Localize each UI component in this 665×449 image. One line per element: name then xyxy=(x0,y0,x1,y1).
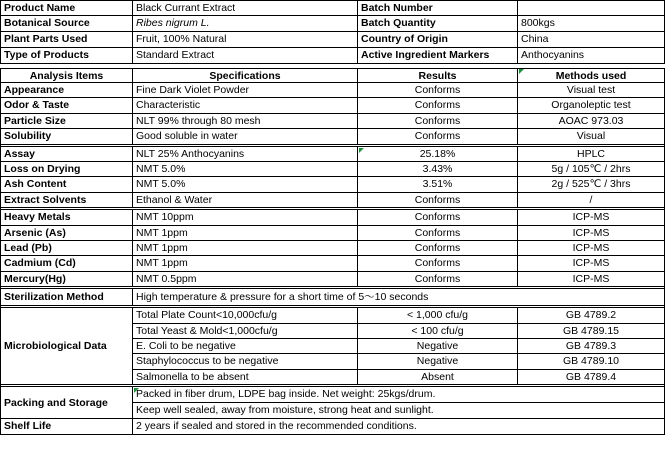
physical-row-method: Visual test xyxy=(518,83,665,98)
assay-row-spec: NMT 5.0% xyxy=(133,162,358,177)
metal-row-item: Heavy Metals xyxy=(0,210,133,225)
physical-row-spec: Fine Dark Violet Powder xyxy=(133,83,358,98)
metal-row-spec: NMT 10ppm xyxy=(133,210,358,225)
micro-method: GB 4789.4 xyxy=(518,370,665,385)
assay-row-item: Extract Solvents xyxy=(0,193,133,208)
micro-spec: Total Yeast & Mold<1,000cfu/g xyxy=(133,324,358,339)
physical-row-result: Conforms xyxy=(358,114,518,129)
micro-result: Absent xyxy=(358,370,518,385)
plant-parts-value: Fruit, 100% Natural xyxy=(133,32,358,48)
assay-row-method: 5g / 105℃ / 2hrs xyxy=(518,162,665,177)
botanical-source-right-value: 800kgs xyxy=(518,16,665,32)
metal-row-method: ICP-MS xyxy=(518,210,665,225)
micro-method: GB 4789.15 xyxy=(518,324,665,339)
micro-result: Negative xyxy=(358,354,518,369)
physical-row-item: Solubility xyxy=(0,129,133,144)
type-of-products-label: Type of Products xyxy=(0,48,133,64)
physical-row-spec: Characteristic xyxy=(133,98,358,113)
packing-line1: Packed in fiber drum, LDPE bag inside. Net weight: 25kgs/drum. xyxy=(133,387,665,403)
botanical-source-label: Botanical Source xyxy=(0,16,133,32)
metal-row-method: ICP-MS xyxy=(518,272,665,287)
comment-marker xyxy=(359,148,364,153)
micro-method: GB 4789.3 xyxy=(518,339,665,354)
micro-method: GB 4789.10 xyxy=(518,354,665,369)
assay-row-spec: NLT 25% Anthocyanins xyxy=(133,147,358,162)
header-items: Analysis Items xyxy=(0,68,133,83)
metal-row-item: Lead (Pb) xyxy=(0,241,133,256)
micro-result: < 1,000 cfu/g xyxy=(358,308,518,323)
type-of-products-right-label: Active Ingredient Markers xyxy=(358,48,518,64)
type-of-products-right-value: Anthocyanins xyxy=(518,48,665,64)
metal-row-method: ICP-MS xyxy=(518,241,665,256)
metal-row-method: ICP-MS xyxy=(518,226,665,241)
metal-row-result: Conforms xyxy=(358,210,518,225)
comment-marker xyxy=(134,388,139,393)
packing-label: Packing and Storage xyxy=(0,387,133,419)
assay-row-result: Conforms xyxy=(358,193,518,208)
product-name-right-label: Batch Number xyxy=(358,0,518,16)
assay-row-item: Loss on Drying xyxy=(0,162,133,177)
metal-row-spec: NMT 1ppm xyxy=(133,256,358,271)
product-name-label: Product Name xyxy=(0,0,133,16)
assay-row-result: 25.18% xyxy=(358,147,518,162)
header-methods: Methods used xyxy=(518,68,665,83)
assay-row-spec: Ethanol & Water xyxy=(133,193,358,208)
physical-row-item: Odor & Taste xyxy=(0,98,133,113)
metal-row-spec: NMT 1ppm xyxy=(133,241,358,256)
sterilization-value: High temperature & pressure for a short time of 5～10 seconds xyxy=(133,289,665,306)
micro-spec: Salmonella to be absent xyxy=(133,370,358,385)
packing-line2: Keep well sealed, away from moisture, strong heat and sunlight. xyxy=(133,403,665,419)
assay-row-spec: NMT 5.0% xyxy=(133,177,358,192)
physical-row-result: Conforms xyxy=(358,129,518,144)
physical-row-spec: Good soluble in water xyxy=(133,129,358,144)
metal-row-result: Conforms xyxy=(358,272,518,287)
physical-row-item: Particle Size xyxy=(0,114,133,129)
botanical-source-value: Ribes nigrum L. xyxy=(133,16,358,32)
micro-result: < 100 cfu/g xyxy=(358,324,518,339)
physical-row-method: Visual xyxy=(518,129,665,144)
micro-spec: E. Coli to be negative xyxy=(133,339,358,354)
metal-row-item: Cadmium (Cd) xyxy=(0,256,133,271)
micro-spec: Staphylococcus to be negative xyxy=(133,354,358,369)
metal-row-item: Mercury(Hg) xyxy=(0,272,133,287)
micro-spec: Total Plate Count<10,000cfu/g xyxy=(133,308,358,323)
assay-row-result: 3.43% xyxy=(358,162,518,177)
physical-row-method: Organoleptic test xyxy=(518,98,665,113)
type-of-products-value: Standard Extract xyxy=(133,48,358,64)
metal-row-result: Conforms xyxy=(358,256,518,271)
header-results: Results xyxy=(358,68,518,83)
assay-row-method: 2g / 525℃ / 3hrs xyxy=(518,177,665,192)
metal-row-result: Conforms xyxy=(358,226,518,241)
metal-row-spec: NMT 0.5ppm xyxy=(133,272,358,287)
physical-row-method: AOAC 973.03 xyxy=(518,114,665,129)
assay-row-method: HPLC xyxy=(518,147,665,162)
shelf-life-label: Shelf Life xyxy=(0,419,133,435)
header-specifications: Specifications xyxy=(133,68,358,83)
plant-parts-right-label: Country of Origin xyxy=(358,32,518,48)
product-name-value: Black Currant Extract xyxy=(133,0,358,16)
comment-marker xyxy=(519,69,524,74)
plant-parts-label: Plant Parts Used xyxy=(0,32,133,48)
assay-row-result: 3.51% xyxy=(358,177,518,192)
micro-label: Microbiological Data xyxy=(0,308,133,385)
metal-row-result: Conforms xyxy=(358,241,518,256)
physical-row-result: Conforms xyxy=(358,98,518,113)
assay-row-method: / xyxy=(518,193,665,208)
metal-row-item: Arsenic (As) xyxy=(0,226,133,241)
micro-result: Negative xyxy=(358,339,518,354)
product-name-right-value xyxy=(518,0,665,16)
physical-row-item: Appearance xyxy=(0,83,133,98)
assay-row-item: Ash Content xyxy=(0,177,133,192)
metal-row-method: ICP-MS xyxy=(518,256,665,271)
sterilization-label: Sterilization Method xyxy=(0,289,133,306)
assay-row-item: Assay xyxy=(0,147,133,162)
shelf-life-value: 2 years if sealed and stored in the recommended conditions. xyxy=(133,419,665,435)
plant-parts-right-value: China xyxy=(518,32,665,48)
physical-row-result: Conforms xyxy=(358,83,518,98)
metal-row-spec: NMT 1ppm xyxy=(133,226,358,241)
physical-row-spec: NLT 99% through 80 mesh xyxy=(133,114,358,129)
botanical-source-right-label: Batch Quantity xyxy=(358,16,518,32)
micro-method: GB 4789.2 xyxy=(518,308,665,323)
